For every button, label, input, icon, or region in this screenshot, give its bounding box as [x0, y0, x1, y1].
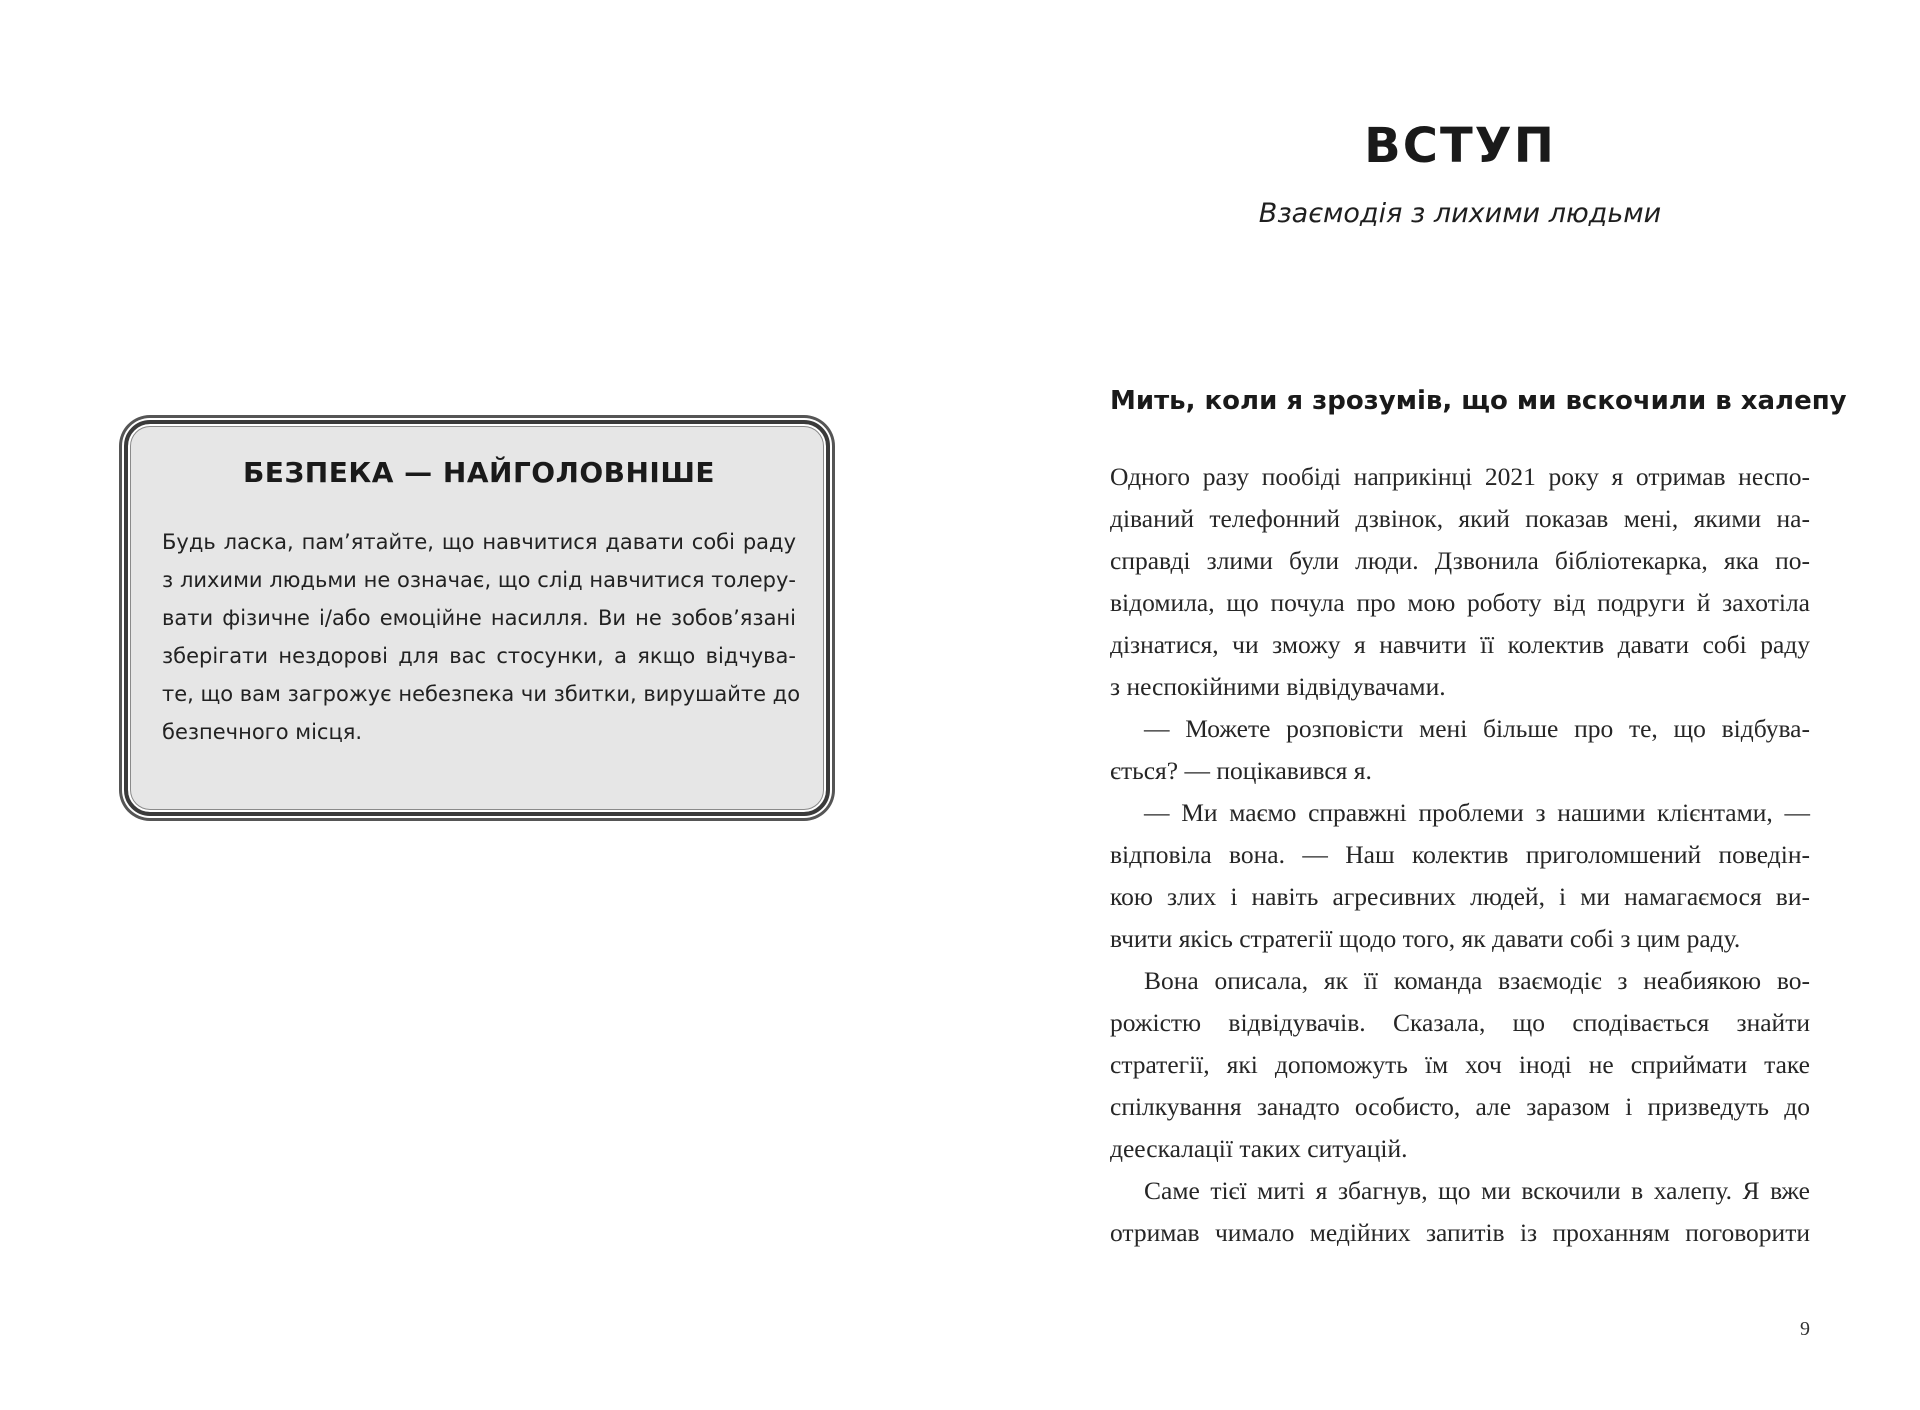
body-text — [1110, 456, 1810, 1254]
callout-line: безпечного місця. — [162, 720, 363, 744]
body-line: — Можете розповісти мені більше про те, що відбува- — [1144, 714, 1810, 743]
body-line: відомила, що почула про мою роботу від подруги й захотіла — [1110, 588, 1810, 617]
callout-line: зберігати нездорові для вас стосунки, а якщо відчува- — [162, 644, 796, 668]
body-line: Саме тієї миті я збагнув, що ми вскочили в халепу. Я вже — [1144, 1176, 1810, 1205]
body-line: кою злих і навіть агресивних людей, і ми намагаємося ви- — [1110, 882, 1810, 911]
callout-line: вати фізичне і/або емоційне насилля. Ви не зобов’язані — [162, 606, 796, 630]
chapter-subtitle: Взаємодія з лихими людьми — [1258, 198, 1662, 229]
body-line: отримав чимало медійних запитів із проханням поговорити — [1110, 1218, 1810, 1247]
body-line: відповіла вона. — Наш колектив приголомшений поведін- — [1110, 840, 1810, 869]
callout-text — [162, 523, 801, 751]
body-line: деескалації таких ситуацій. — [1110, 1134, 1408, 1163]
body-line: — Ми маємо справжні проблеми з нашими клієнтами, — — [1144, 798, 1810, 827]
callout-title: БЕЗПЕКА — НАЙГОЛОВНІШЕ — [242, 456, 716, 489]
safety-callout-box — [124, 420, 830, 816]
body-line: Вона описала, як її команда взаємодіє з неабиякою во- — [1144, 966, 1810, 995]
section-heading: Мить, коли я зрозумів, що ми вскочили в халепу — [1110, 386, 1847, 416]
callout-line: з лихими людьми не означає, що слід навчитися толеру- — [162, 568, 796, 592]
body-line: дізнатися, чи зможу я навчити її колектив давати собі раду — [1110, 630, 1810, 659]
body-line: вчити якісь стратегії щодо того, як давати собі з цим раду. — [1110, 924, 1741, 953]
body-line: діваний телефонний дзвінок, який показав мені, якими на- — [1110, 504, 1810, 533]
body-line: спілкування занадто особисто, але заразом і призведуть до — [1110, 1092, 1810, 1121]
body-line: з неспокійними відвідувачами. — [1110, 672, 1446, 701]
body-line: ється? — поцікавився я. — [1110, 756, 1372, 785]
body-line: рожістю відвідувачів. Сказала, що сподівається знайти — [1110, 1008, 1810, 1037]
callout-content — [162, 456, 801, 751]
body-line: справді злими були люди. Дзвонила бібліотекарка, яка по- — [1110, 546, 1810, 575]
body-line: Одного разу пообіді наприкінці 2021 року я отримав неспо- — [1110, 462, 1810, 491]
page-number: 9 — [1800, 1318, 1810, 1340]
chapter-title: ВСТУП — [1364, 118, 1556, 174]
callout-line: те, що вам загрожує небезпека чи збитки, вирушайте до — [162, 682, 801, 706]
body-line: стратегії, які допоможуть їм хоч іноді не сприймати таке — [1110, 1050, 1810, 1079]
callout-line: Будь ласка, пам’ятайте, що навчитися давати собі раду — [162, 530, 796, 554]
